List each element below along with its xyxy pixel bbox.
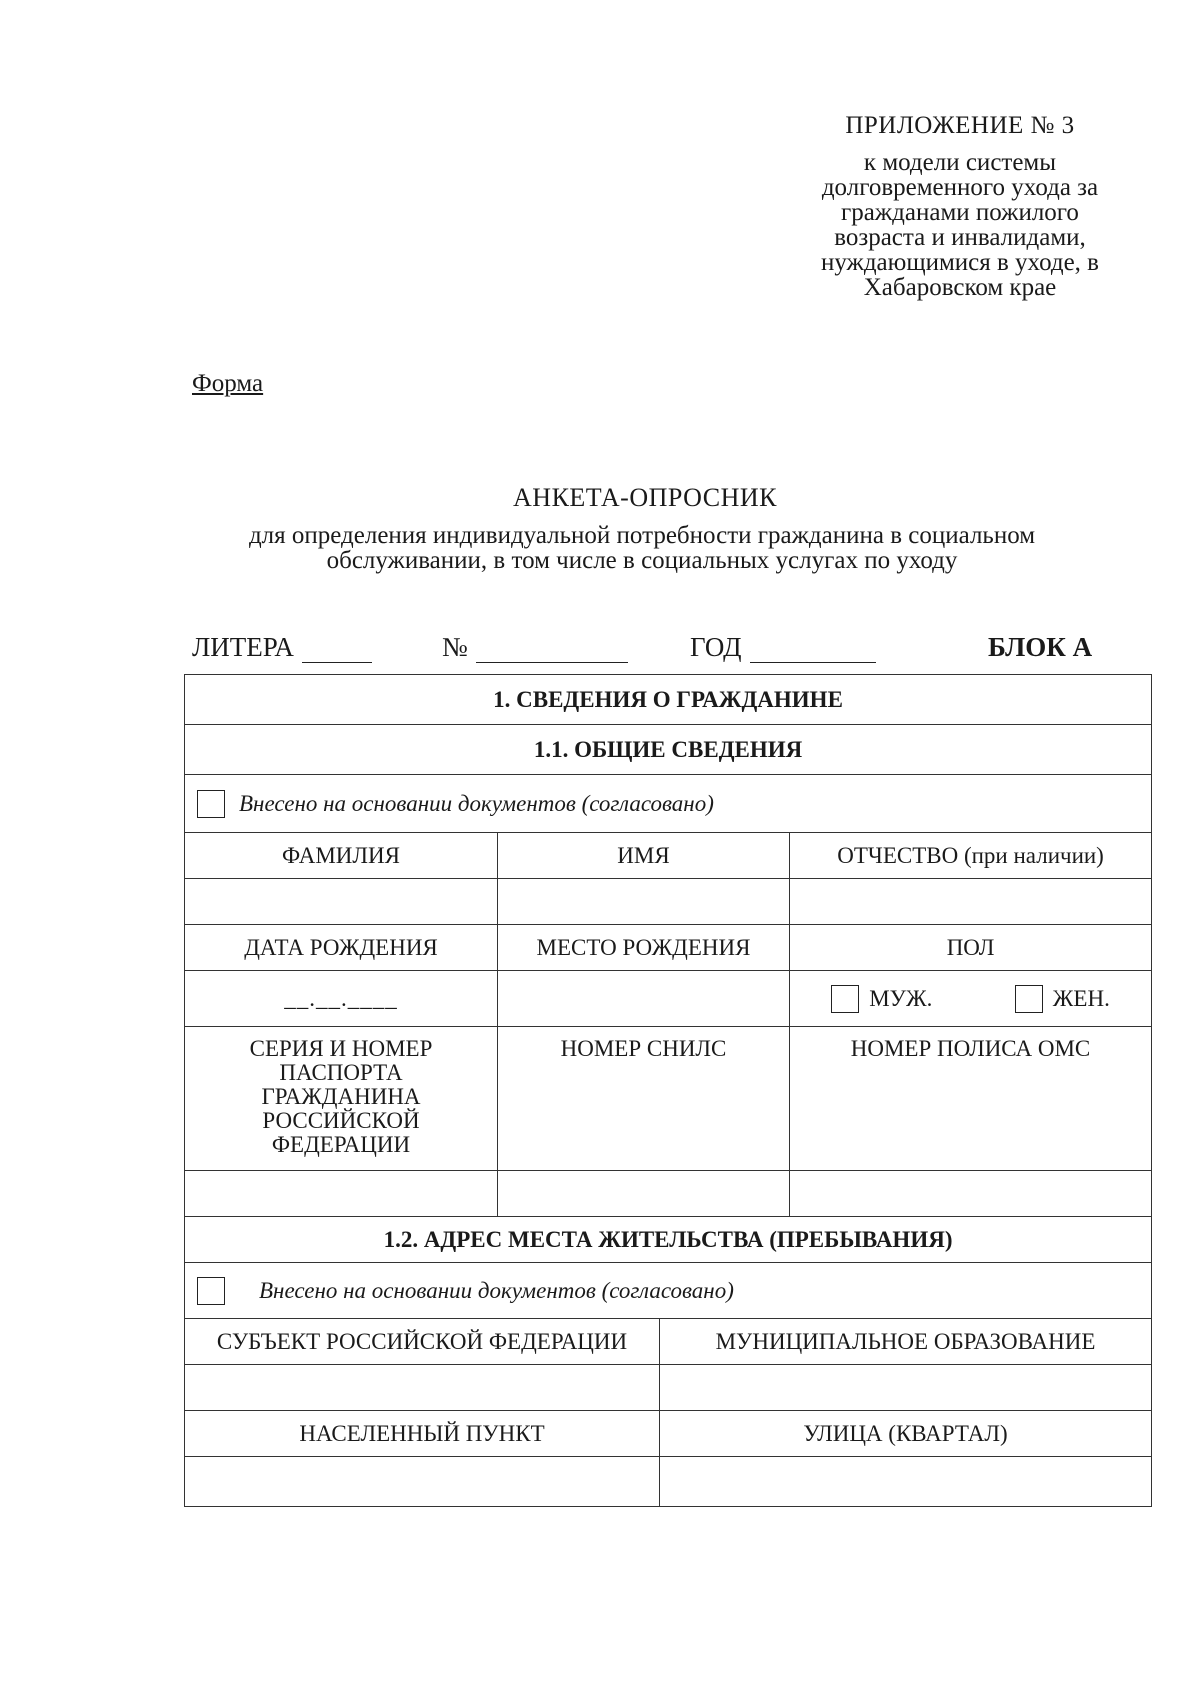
year-label: ГОД xyxy=(690,632,742,662)
address-documents-row xyxy=(185,1263,1152,1319)
snils-field[interactable] xyxy=(498,1171,790,1217)
document-subtitle xyxy=(182,523,1102,573)
litera-blank[interactable] xyxy=(302,638,372,663)
form-label: Форма xyxy=(192,370,264,397)
name-field[interactable] xyxy=(498,879,790,925)
oms-header: НОМЕР ПОЛИСА ОМС xyxy=(790,1027,1152,1171)
passport-line: ФЕДЕРАЦИИ xyxy=(271,1132,411,1157)
municipal-header: МУНИЦИПАЛЬНОЕ ОБРАЗОВАНИЕ xyxy=(660,1319,1152,1365)
birthdate-header: ДАТА РОЖДЕНИЯ xyxy=(185,925,498,971)
document-title: АНКЕТА-ОПРОСНИК xyxy=(513,483,777,512)
appendix-title: ПРИЛОЖЕНИЕ № 3 xyxy=(845,112,1075,139)
surname-header: ФАМИЛИЯ xyxy=(185,833,498,879)
appendix-line: долговременного ухода за xyxy=(821,174,1099,201)
locality-field[interactable] xyxy=(185,1457,660,1507)
number-blank[interactable] xyxy=(476,638,628,663)
sex-female-label: ЖЕН. xyxy=(1052,985,1110,1011)
sex-male-label: МУЖ. xyxy=(869,985,933,1011)
locality-header: НАСЕЛЕННЫЙ ПУНКТ xyxy=(185,1411,660,1457)
passport-line: ПАСПОРТА xyxy=(279,1060,403,1085)
litera-label: ЛИТЕРА xyxy=(192,632,294,662)
municipal-field[interactable] xyxy=(660,1365,1152,1411)
subtitle-line: обслуживании, в том числе в социальных услугах по уходу xyxy=(326,547,958,574)
documents-row xyxy=(185,775,1152,833)
name-header: ИМЯ xyxy=(498,833,790,879)
subject-field[interactable] xyxy=(185,1365,660,1411)
passport-line: ГРАЖДАНИНА xyxy=(261,1084,421,1109)
appendix-line: гражданами пожилого xyxy=(841,199,1079,226)
appendix-line: возраста и инвалидами, xyxy=(834,224,1086,251)
number-label: № xyxy=(442,632,468,662)
female-checkbox[interactable] xyxy=(1015,985,1043,1013)
section-title: 1. СВЕДЕНИЯ О ГРАЖДАНИНЕ xyxy=(185,675,1152,725)
year-blank[interactable] xyxy=(750,638,876,663)
citizen-form-table xyxy=(184,674,1152,1507)
subtitle-line: для определения индивидуальной потребности гражданина в социальном xyxy=(248,522,1036,549)
passport-line: РОССИЙСКОЙ xyxy=(262,1108,420,1133)
year-field xyxy=(690,632,876,666)
documents-checkbox[interactable] xyxy=(197,790,225,818)
birthdate-mask: __.__.____ xyxy=(284,985,398,1011)
surname-field[interactable] xyxy=(185,879,498,925)
birthplace-header: МЕСТО РОЖДЕНИЯ xyxy=(498,925,790,971)
appendix-line: к модели системы xyxy=(863,149,1057,176)
subsection-title: 1.1. ОБЩИЕ СВЕДЕНИЯ xyxy=(185,725,1152,775)
birthplace-field[interactable] xyxy=(498,971,790,1027)
patronymic-header: ОТЧЕСТВО (при наличии) xyxy=(790,833,1152,879)
address-subsection-title: 1.2. АДРЕС МЕСТА ЖИТЕЛЬСТВА (ПРЕБЫВАНИЯ) xyxy=(185,1217,1152,1263)
sex-male-option[interactable] xyxy=(831,985,932,1013)
street-header: УЛИЦА (КВАРТАЛ) xyxy=(660,1411,1152,1457)
passport-header xyxy=(185,1027,498,1171)
male-checkbox[interactable] xyxy=(831,985,859,1013)
block-label: БЛОК А xyxy=(988,632,1093,662)
snils-header: НОМЕР СНИЛС xyxy=(498,1027,790,1171)
sex-header: ПОЛ xyxy=(790,925,1152,971)
street-field[interactable] xyxy=(660,1457,1152,1507)
address-documents-checkbox[interactable] xyxy=(197,1277,225,1305)
appendix-line: Хабаровском крае xyxy=(863,274,1057,301)
birthdate-field[interactable] xyxy=(185,971,498,1027)
passport-field[interactable] xyxy=(185,1171,498,1217)
sex-field xyxy=(790,971,1152,1027)
patronymic-field[interactable] xyxy=(790,879,1152,925)
appendix-line: нуждающимися в уходе, в xyxy=(821,249,1099,276)
passport-line: СЕРИЯ И НОМЕР xyxy=(249,1036,433,1061)
oms-field[interactable] xyxy=(790,1171,1152,1217)
address-documents-note: Внесено на основании документов (согласовано) xyxy=(259,1277,734,1303)
documents-note: Внесено на основании документов (согласовано) xyxy=(239,790,714,816)
sex-female-option[interactable] xyxy=(1015,985,1110,1013)
number-field xyxy=(442,632,628,666)
litera-field xyxy=(192,632,372,666)
appendix-lines xyxy=(770,150,1150,300)
subject-header: СУБЪЕКТ РОССИЙСКОЙ ФЕДЕРАЦИИ xyxy=(185,1319,660,1365)
